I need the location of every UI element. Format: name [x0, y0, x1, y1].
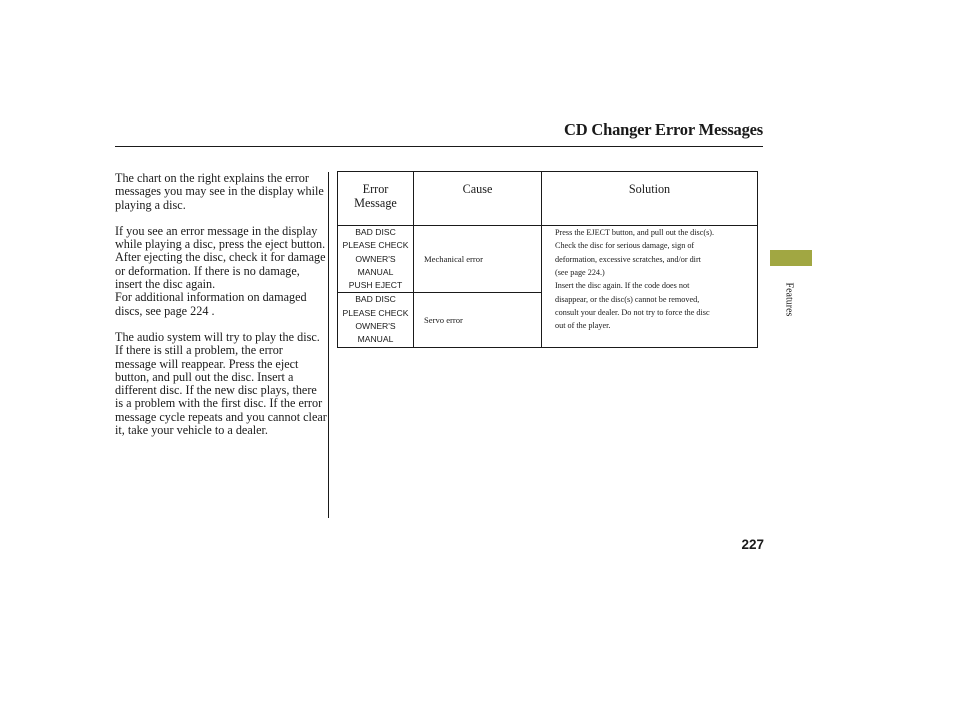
solution-line: deformation, excessive scratches, and/or dirt: [555, 254, 701, 264]
error-message-line: MANUAL: [357, 334, 394, 345]
solution-line: out of the player.: [555, 321, 611, 331]
solution-line: consult your dealer. Do not try to force the disc: [555, 308, 710, 318]
page-number: 227: [741, 537, 764, 552]
column-divider: [328, 172, 329, 518]
error-message-line: OWNER'S: [355, 253, 396, 264]
cause-cell: Servo error: [414, 293, 542, 347]
error-message-cell: [338, 226, 414, 293]
error-message-line: BAD DISC: [355, 227, 396, 237]
solution-line: Check the disc for serious damage, sign of: [555, 241, 695, 251]
title-divider: [115, 146, 763, 147]
retry-paragraph: The audio system will try to play the disc. If there is still a problem, the error message will reappear. Press the eject button, and pull out the disc. Insert a different disc. If the new disc plays, there is a problem with the first disc. If the error message cycle repeats and you cannot clear it, take your vehicle to a dealer.: [115, 329, 327, 438]
solution-cell: [542, 226, 758, 348]
error-message-line: MANUAL: [357, 266, 394, 277]
error-message-cell: [338, 293, 414, 347]
additional-info-paragraph: For additional information on damaged discs, see page 224 .: [115, 290, 307, 318]
solution-line: (see page 224.): [555, 268, 605, 278]
table-row: [338, 226, 758, 293]
solution-line: disappear, or the disc(s) cannot be removed,: [555, 294, 700, 304]
section-tab-label: Features: [783, 282, 795, 317]
table-header-row: [338, 172, 758, 226]
eject-instructions-paragraph: If you see an error message in the display while playing a disc, press the eject button. After ejecting the disc, check it for damage or deformation. If there is no damage, insert the disc again.: [115, 223, 326, 292]
header-error-message: [338, 172, 414, 226]
error-message-table: [337, 171, 758, 348]
cause-cell: Mechanical error: [414, 226, 542, 293]
solution-line: Insert the disc again. If the code does not: [555, 281, 690, 291]
header-cause: Cause: [414, 172, 542, 226]
error-message-line: PUSH EJECT: [348, 280, 403, 291]
page-title: CD Changer Error Messages: [564, 120, 763, 139]
intro-paragraph: The chart on the right explains the error messages you may see in the display while playing a disc.: [115, 171, 324, 212]
header-error-line2: Message: [354, 195, 397, 210]
error-message-line: BAD DISC: [355, 294, 396, 305]
section-tab-marker: [770, 250, 812, 266]
error-message-line: OWNER'S: [355, 321, 396, 332]
solution-line: Press the EJECT button, and pull out the disc(s).: [555, 228, 715, 237]
error-message-line: PLEASE CHECK: [342, 240, 409, 251]
header-error-line1: Error: [362, 182, 389, 196]
error-message-line: PLEASE CHECK: [342, 307, 409, 318]
body-text: [115, 172, 327, 437]
header-solution: Solution: [542, 172, 758, 226]
